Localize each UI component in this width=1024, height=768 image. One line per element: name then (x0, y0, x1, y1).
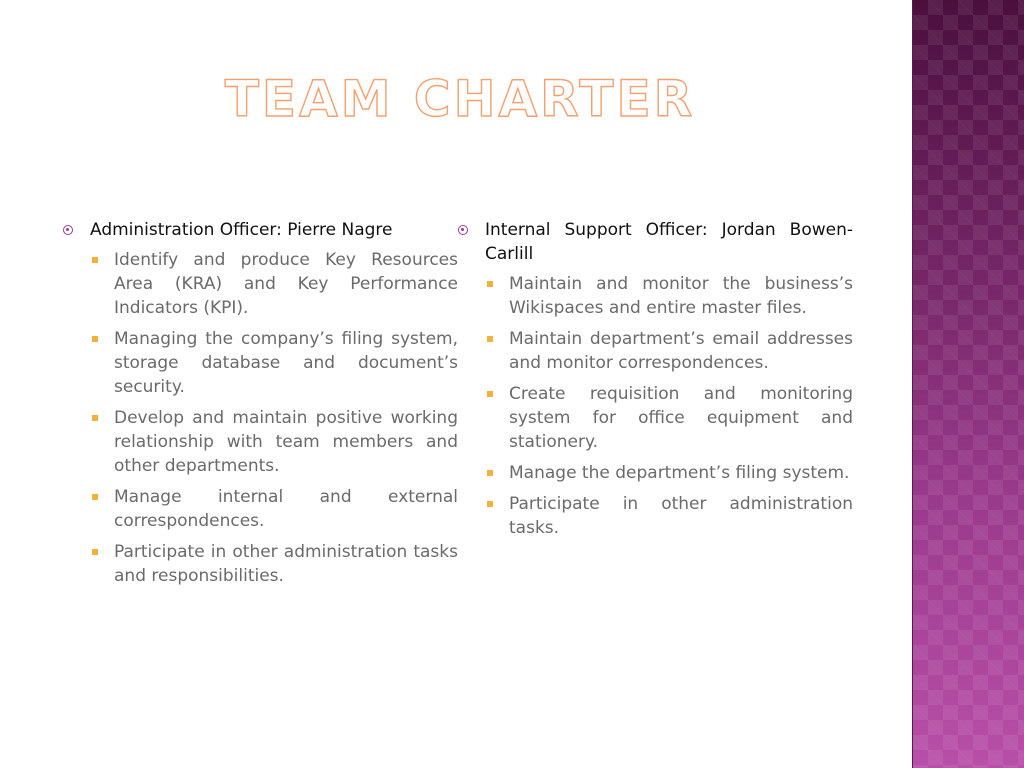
list-item-text: Create requisition and monitoring system for office equipment and stationery. (509, 384, 853, 452)
list-item-text: Develop and maintain positive working relationship with team members and other departments. (114, 408, 458, 476)
left-heading-row (60, 218, 458, 242)
list-item (92, 248, 458, 320)
list-item (92, 540, 458, 588)
circle-bullet-icon (63, 225, 73, 235)
list-item (92, 406, 458, 478)
slide-title: TEAM CHARTER (224, 70, 696, 128)
left-heading: Administration Officer: Pierre Nagre (90, 220, 393, 240)
list-item-text: Identify and produce Key Resources Area (KRA) and Key Performance Indicators (KPI). (114, 250, 458, 318)
square-bullet-icon (487, 281, 493, 287)
right-item-list (455, 272, 853, 540)
square-bullet-icon (487, 391, 493, 397)
right-column (455, 218, 853, 547)
list-item-text: Manage the department’s filing system. (509, 463, 850, 483)
square-bullet-icon (92, 415, 98, 421)
list-item (487, 382, 853, 454)
list-item (487, 461, 853, 485)
left-column (60, 218, 458, 595)
square-bullet-icon (92, 549, 98, 555)
list-item-text: Managing the company’s filing system, storage database and document’s security. (114, 329, 458, 397)
right-heading-row (455, 218, 853, 266)
square-bullet-icon (92, 336, 98, 342)
list-item-text: Manage internal and external correspondences. (114, 487, 458, 531)
list-item (487, 327, 853, 375)
decorative-side-panel (912, 0, 1024, 768)
square-bullet-icon (487, 470, 493, 476)
circle-bullet-icon (458, 225, 468, 235)
square-bullet-icon (92, 494, 98, 500)
list-item (92, 327, 458, 399)
square-bullet-icon (92, 257, 98, 263)
list-item (487, 272, 853, 320)
list-item-text: Participate in other administration tasks. (509, 494, 853, 538)
list-item (487, 492, 853, 540)
right-heading: Internal Support Officer: Jordan Bowen-Carlill (485, 220, 853, 264)
square-bullet-icon (487, 336, 493, 342)
square-bullet-icon (487, 501, 493, 507)
list-item-text: Participate in other administration tasks and responsibilities. (114, 542, 458, 586)
left-item-list (60, 248, 458, 588)
list-item-text: Maintain and monitor the business’s Wikispaces and entire master files. (509, 274, 853, 318)
list-item-text: Maintain department’s email addresses and monitor correspondences. (509, 329, 853, 373)
list-item (92, 485, 458, 533)
